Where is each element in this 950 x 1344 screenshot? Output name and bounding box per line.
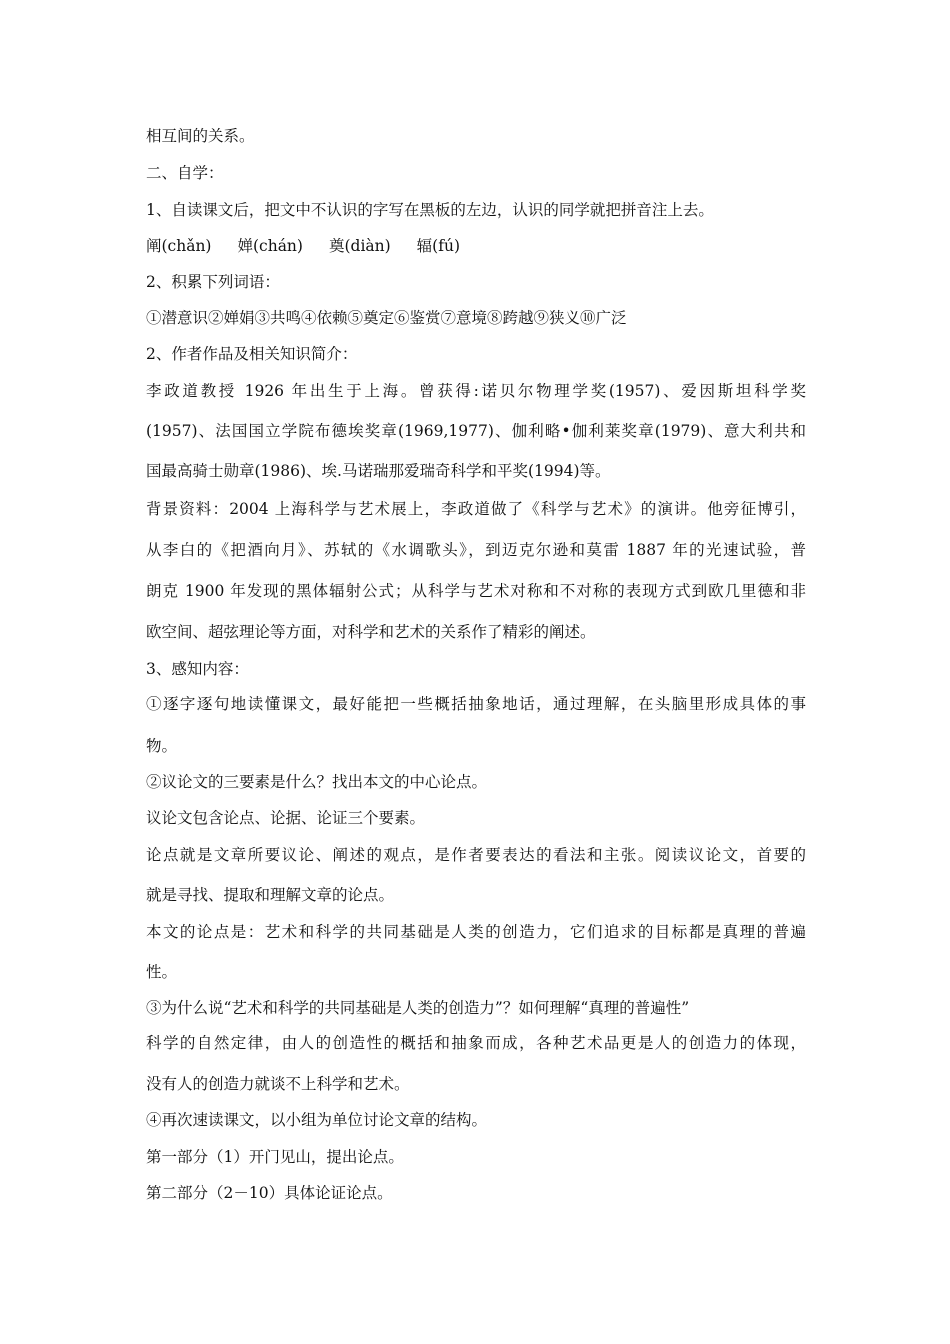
pinyin-list <box>146 236 460 256</box>
vocabulary-list: ①潜意识②婵娟③共鸣④依赖⑤奠定⑥鉴赏⑦意境⑧跨越⑨狭义⑩广泛 <box>146 309 627 327</box>
text-line: 第一部分（1）开门见山，提出论点。 <box>146 1148 404 1166</box>
pinyin-item: 奠(diàn) <box>328 237 391 255</box>
text-line: 没有人的创造力就谈不上科学和艺术。 <box>146 1075 410 1093</box>
text-line: 本文的论点是：艺术和科学的共同基础是人类的创造力，它们追求的目标都是真理的普遍 <box>146 923 806 941</box>
text-line: 李政道教授 1926 年出生于上海。曾获得:诺贝尔物理学奖(1957)、爱因斯坦科学奖 <box>146 382 806 400</box>
text-line: 相互间的关系。 <box>146 127 255 145</box>
text-line: 从李白的《把酒向月》、苏轼的《水调歌头》，到迈克尔逊和莫雷 1887 年的光速试验，普 <box>146 541 806 559</box>
text-line: 议论文包含论点、论据、论证三个要素。 <box>146 809 426 827</box>
text-line: 1、自读课文后，把文中不认识的字写在黑板的左边，认识的同学就把拼音注上去。 <box>146 201 714 219</box>
text-line: ②议论文的三要素是什么？找出本文的中心论点。 <box>146 773 488 791</box>
text-line: 3、感知内容： <box>146 660 249 678</box>
text-line: 第二部分（2－10）具体论证论点。 <box>146 1184 393 1202</box>
text-line: 论点就是文章所要议论、阐述的观点，是作者要表达的看法和主张。阅读议论文，首要的 <box>146 846 806 864</box>
pinyin-item: 辐(fú) <box>416 237 460 255</box>
text-line: 2、作者作品及相关知识简介： <box>146 345 358 363</box>
text-line: 国最高骑士勋章(1986)、埃.马诺瑞那爱瑞奇科学和平奖(1994)等。 <box>146 462 611 480</box>
text-line: 欧空间、超弦理论等方面，对科学和艺术的关系作了精彩的阐述。 <box>146 623 596 641</box>
pinyin-item: 阐(chǎn) <box>146 237 212 255</box>
text-line: 性。 <box>146 963 178 981</box>
text-line: 2、积累下列词语： <box>146 273 280 291</box>
section-heading-self-study: 二、自学： <box>146 164 224 182</box>
text-line: 物。 <box>146 737 178 755</box>
text-line: 朗克 1900 年发现的黑体辐射公式；从科学与艺术对称和不对称的表现方式到欧几里德和非 <box>146 582 806 600</box>
text-line: 科学的自然定律，由人的创造性的概括和抽象而成，各种艺术品更是人的创造力的体现， <box>146 1034 806 1052</box>
text-line: ④再次速读课文，以小组为单位讨论文章的结构。 <box>146 1111 488 1129</box>
text-line: (1957)、法国国立学院布德埃奖章(1969,1977)、伽利略•伽利莱奖章(1979)、意大利共和 <box>146 422 806 440</box>
text-line: 就是寻找、提取和理解文章的论点。 <box>146 886 395 904</box>
text-line: ①逐字逐句地读懂课文，最好能把一些概括抽象地话，通过理解，在头脑里形成具体的事 <box>146 695 806 713</box>
text-line: ③为什么说“艺术和科学的共同基础是人类的创造力”？如何理解“真理的普遍性” <box>146 999 690 1017</box>
text-line: 背景资料：2004 上海科学与艺术展上，李政道做了《科学与艺术》的演讲。他旁征博引， <box>146 500 806 518</box>
pinyin-item: 婵(chán) <box>237 237 303 255</box>
